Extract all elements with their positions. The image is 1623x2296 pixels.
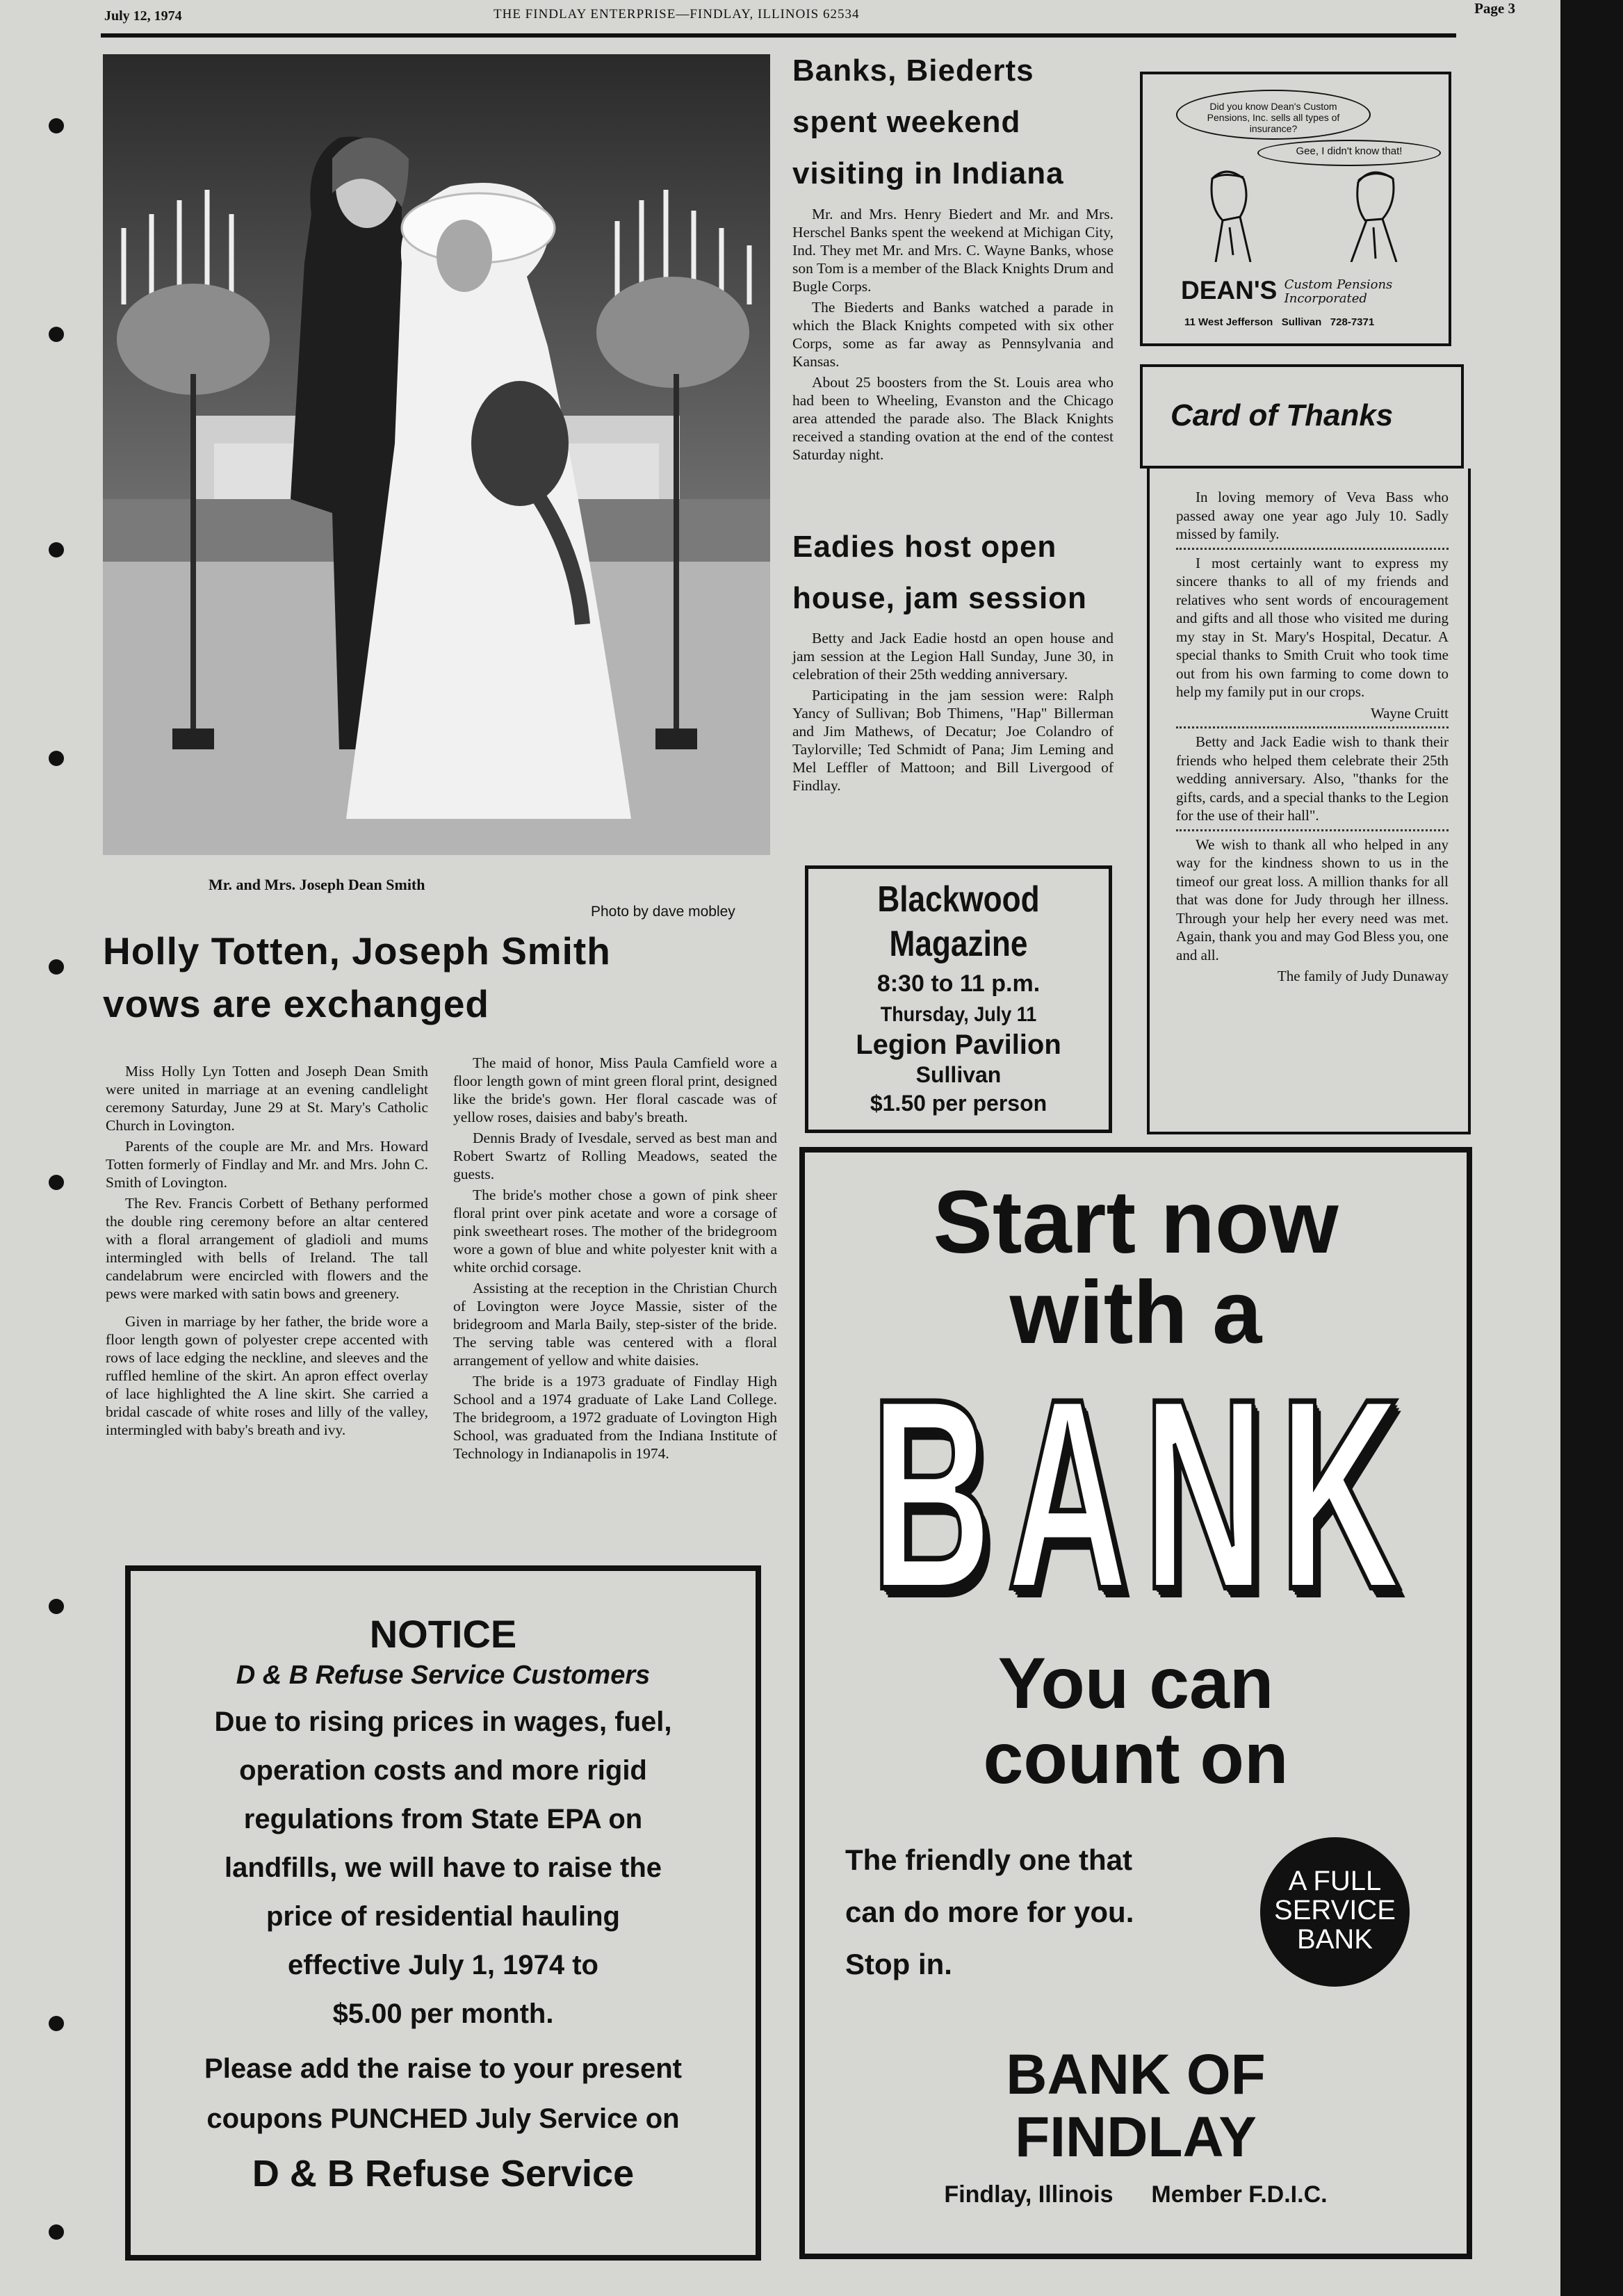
thanks-note: In loving memory of Veva Bass who passed away one year ago July 10. Sadly missed by family.: [1176, 489, 1449, 542]
eadies-paragraph: Participating in the jam session were: Ralph Yancy of Sullivan; Bob Thimens, "Hap" Billerman and Jim Mathews, of Decatur; Joe Colandro of Taylorville; Ted Schmidt of Pana; Jim Leming and Mel Leffler of Mattoon; and Bill Livergood of Findlay.: [792, 687, 1114, 794]
notice-line: Due to rising prices in wages, fuel,: [214, 1707, 672, 1737]
blackwood-date: Thursday, July 11: [880, 1003, 1037, 1026]
bank-letter: N: [1143, 1342, 1265, 1645]
bank-line1: Start now: [933, 1173, 1339, 1272]
notice-body: [131, 1697, 756, 2038]
banks-paragraph: About 25 boosters from the St. Louis area who had been to Wheeling, Evanston and the Chicago area attended the parade also. The Black Knights received a standing ovation at the end of the contest Saturday night.: [792, 374, 1114, 463]
notice-line: effective July 1, 1974 to: [288, 1950, 598, 1980]
notice-line: Please add the raise to your present: [204, 2053, 682, 2084]
thanks-signature: Wayne Cruitt: [1370, 704, 1449, 722]
bank-letter: B: [870, 1342, 993, 1645]
note-divider: [1176, 548, 1449, 550]
wedding-paragraph: The bride is a 1973 graduate of Findlay High School and a 1974 graduate of Lake Land College. The bridegroom, a 1972 graduate of Lovington High School, was graduated from the Indiana Institute of Technology in Indianapolis in 1974.: [453, 1373, 777, 1462]
blackwood-line1: Blackwood: [877, 879, 1040, 920]
binder-hole: [49, 118, 64, 133]
bank-line2: with a: [1009, 1263, 1262, 1362]
card-of-thanks: [1147, 469, 1471, 1134]
wedding-paragraph: The bride's mother chose a gown of pink sheer floral print over pink acetate and wore a corsage of pink sweetheart roses. The mother of the bridegroom wore a gown of blue and white polyester knit with a white orchid corsage.: [453, 1187, 777, 1276]
eadies-story: [792, 629, 1114, 797]
page-header: [97, 0, 1543, 35]
wedding-paragraph: Dennis Brady of Ivesdale, served as best man and Robert Swartz of Rolling Meadows, seated the guests.: [453, 1130, 777, 1182]
banks-headline-line: spent weekend: [792, 105, 1021, 139]
notice-body-2: [131, 2044, 756, 2144]
banks-story: [792, 205, 1114, 466]
binder-hole: [49, 327, 64, 342]
thanks-note: I most certainly want to express my sincere thanks to all of my friends and relatives who sent words of encouragement and gifts and all those who visited me during my stay in St. Mary's Hospital, Decatur. A special thanks to Smith Cruit who took time out from his own farming to come down to help my family put in our crops.: [1176, 554, 1449, 700]
banks-headline-line: visiting in Indiana: [792, 156, 1064, 190]
wedding-headline-line1: Holly Totten, Joseph Smith: [103, 929, 611, 972]
dark-page-edge: [1560, 0, 1623, 2296]
note-divider: [1176, 829, 1449, 831]
bank-friendly-line: Stop in.: [845, 1948, 952, 1980]
wedding-headline: [103, 925, 611, 1030]
binder-hole: [49, 1175, 64, 1190]
binder-hole: [49, 2224, 64, 2240]
bank-footer: [805, 2181, 1467, 2208]
bank-of-findlay-ad: [799, 1147, 1472, 2259]
wedding-paragraph: The Rev. Francis Corbett of Bethany performed the double ring ceremony before an altar centered with a floral arrangement of gladioli and mums intermingled with bells of Ireland. The tall candelabrum were encircled with flowers and the pews were marked with satin bows and greenery.: [106, 1195, 428, 1302]
blackwood-ad: [805, 865, 1112, 1133]
bank-friendly-line: The friendly one that: [845, 1843, 1133, 1876]
notice-line: price of residential hauling: [266, 1901, 620, 1932]
bank-footer-fdic: Member F.D.I.C.: [1151, 2181, 1328, 2208]
header-rule: [101, 33, 1456, 38]
wedding-paragraph: The maid of honor, Miss Paula Camfield wore a floor length gown of mint green floral print, designed like the bride's gown. Her floral cascade was of yellow roses, daisies and baby's breath.: [453, 1055, 777, 1125]
badge-line: BANK: [1297, 1924, 1373, 1955]
banks-paragraph: The Biederts and Banks watched a parade in which the Black Knights competed with six other Corps, some as far away as Pennsylvania and Kansas.: [792, 299, 1114, 370]
banks-paragraph: Mr. and Mrs. Henry Biedert and Mr. and Mrs. Herschel Banks spent the weekend at Michigan City, Ind. They met Mr. and Mrs. C. Wayne Banks, whose son Tom is a member of the Black Knights Drum and Bugle Corps.: [792, 206, 1114, 295]
header-date: July 12, 1974: [104, 8, 182, 24]
notice-footer: D & B Refuse Service: [252, 2153, 635, 2195]
eadies-paragraph: Betty and Jack Eadie hostd an open house and jam session at the Legion Hall Sunday, June 30, in celebration of their 25th wedding anniversary.: [792, 630, 1114, 683]
notice-line: $5.00 per month.: [332, 1998, 554, 2029]
bank-friendly: [845, 1834, 1134, 1990]
bubble-answer-text: Gee, I didn't know that!: [1296, 145, 1403, 157]
eadies-headline: [792, 521, 1087, 624]
binder-hole: [49, 959, 64, 975]
badge-line: SERVICE: [1274, 1895, 1396, 1925]
wedding-paragraph: Given in marriage by her father, the bride wore a floor length gown of polyester crepe accented with rows of lace edging the neckline, and sleeves and the ruffled hemline of the skirt. An apron effect overlay of lace highlighted the A line skirt. She carried a bridal cascade of white roses and lilly of the valley, intermingled with baby's breath and ivy.: [106, 1313, 428, 1438]
full-service-badge: [1260, 1837, 1410, 1987]
photo-caption: Mr. and Mrs. Joseph Dean Smith: [209, 876, 425, 893]
notice-line: landfills, we will have to raise the: [224, 1853, 662, 1883]
eadies-headline-line: house, jam session: [792, 581, 1087, 615]
deans-address: 11 West Jefferson Sullivan 728-7371: [1184, 316, 1375, 328]
photo-credit: Photo by dave mobley: [591, 904, 735, 920]
cartoon-men-illustration: [1184, 158, 1414, 262]
thanks-signature: The family of Judy Dunaway: [1277, 968, 1449, 984]
banks-headline-line: Banks, Biederts: [792, 54, 1034, 88]
wedding-photo: [103, 54, 770, 855]
eadies-headline-line: Eadies host open: [792, 530, 1057, 564]
notice-subtitle: D & B Refuse Service Customers: [236, 1661, 651, 1690]
deans-ad: [1140, 72, 1451, 346]
blackwood-line2: Magazine: [889, 924, 1028, 964]
binder-hole: [49, 2016, 64, 2031]
binder-hole: [49, 751, 64, 766]
card-of-thanks-title-box: [1140, 364, 1464, 469]
thanks-note: We wish to thank all who helped in any way for the kindness shown to us in the timeof our great loss. A million thanks for all that was done for Judy through her illness. Through your help her every need was met. Again, thank you and may God Bless you, one and all.: [1176, 836, 1449, 963]
blackwood-town: Sullivan: [915, 1062, 1002, 1087]
wedding-story-col1: [106, 1062, 428, 1442]
bank-friendly-line: can do more for you.: [845, 1896, 1134, 1928]
blackwood-price: $1.50 per person: [870, 1091, 1047, 1116]
bank-letter: K: [1279, 1342, 1401, 1645]
notice-line: coupons PUNCHED July Service on: [206, 2103, 680, 2134]
bank-line4: count on: [983, 1718, 1289, 1799]
wedding-story-col2: [453, 1054, 777, 1465]
blackwood-time: 8:30 to 11 p.m.: [876, 970, 1041, 997]
deans-name: DEAN'S Custom Pensions Incorporated: [1181, 276, 1396, 306]
binder-hole: [49, 542, 64, 557]
notice-line: regulations from State EPA on: [243, 1804, 643, 1834]
wedding-headline-line2: vows are exchanged: [103, 982, 490, 1025]
binder-hole: [49, 1599, 64, 1614]
wedding-paragraph: Miss Holly Lyn Totten and Joseph Dean Smith were united in marriage at an evening candlelight ceremony Saturday, June 29 at St. Mary's Catholic Church in Lovington.: [106, 1063, 428, 1134]
wedding-paragraph: Parents of the couple are Mr. and Mrs. Howard Totten formerly of Findlay and Mr. and Mrs. John C. Smith of Lovington.: [106, 1138, 428, 1191]
speech-bubble-question: [1176, 90, 1371, 140]
notice-line: operation costs and more rigid: [239, 1755, 647, 1786]
blackwood-place: Legion Pavilion: [856, 1029, 1061, 1060]
bank-big-word: [805, 1342, 1467, 1645]
refuse-notice: [125, 1565, 761, 2261]
badge-line: A FULL: [1288, 1866, 1382, 1896]
deans-script: Custom Pensions Incorporated: [1284, 277, 1393, 307]
banks-headline: [792, 45, 1064, 200]
card-of-thanks-title: Card of Thanks: [1171, 398, 1394, 432]
thanks-note: Betty and Jack Eadie wish to thank their friends who helped them celebrate their 25th wedding anniversary. Also, "thanks for the gifts, cards, and a special thanks to the Legion for the use of their hall".: [1176, 733, 1449, 824]
header-page-number: Page 3: [1474, 0, 1515, 17]
bank-line3: You can: [997, 1643, 1274, 1724]
notice-title: NOTICE: [369, 1612, 517, 1656]
header-masthead: THE FINDLAY ENTERPRISE—FINDLAY, ILLINOIS 62534: [494, 7, 860, 22]
bank-name1: BANK OF: [1006, 2043, 1266, 2106]
bank-footer-location: Findlay, Illinois: [944, 2181, 1114, 2208]
bank-name2: FINDLAY: [1015, 2106, 1257, 2169]
bank-letter: A: [1006, 1342, 1129, 1645]
wedding-paragraph: Assisting at the reception in the Christian Church of Lovington were Joyce Massie, sister of the bridegroom and Marla Baily, step-sister of the bride. The serving table was centered with a floral arrangement of yellow and white daisies.: [453, 1280, 777, 1369]
note-divider: [1176, 726, 1449, 728]
bubble-question-text: Did you know Dean's Custom Pensions, Inc. sells all types of insurance?: [1207, 101, 1340, 134]
thanks-notes: [1176, 488, 1449, 986]
